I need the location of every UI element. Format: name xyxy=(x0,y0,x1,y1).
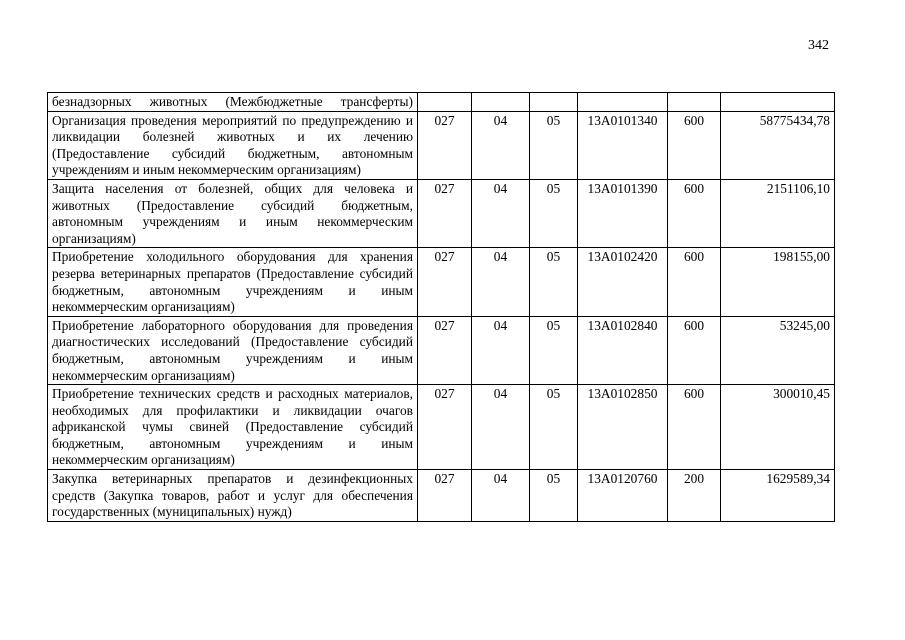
table-row xyxy=(48,93,835,112)
ministry-code-cell: 027 xyxy=(418,248,472,316)
budget-table xyxy=(47,92,835,522)
amount-cell: 2151106,10 xyxy=(721,179,835,247)
subsection-code-cell: 05 xyxy=(530,248,578,316)
amount-cell: 1629589,34 xyxy=(721,470,835,522)
subsection-code-cell: 05 xyxy=(530,316,578,384)
description-cell: Приобретение технических средств и расходных материалов, необходимых для профилактики и ликвидации очагов африканской чумы свиней (Предоставление субсидий бюджетным, автономным учреждениям и иным некоммерческим организациям) xyxy=(48,385,418,470)
ministry-code-cell: 027 xyxy=(418,179,472,247)
expense-type-cell: 600 xyxy=(668,111,721,179)
subsection-code-cell: 05 xyxy=(530,385,578,470)
table-row xyxy=(48,248,835,316)
table-row xyxy=(48,179,835,247)
subsection-code-cell: 05 xyxy=(530,470,578,522)
description-cell: Приобретение холодильного оборудования для хранения резерва ветеринарных препаратов (Предоставление субсидий бюджетным, автономным учреждениям и иным некоммерческим организациям) xyxy=(48,248,418,316)
amount-cell: 198155,00 xyxy=(721,248,835,316)
amount-cell xyxy=(721,93,835,112)
subsection-code-cell: 05 xyxy=(530,111,578,179)
section-code-cell: 04 xyxy=(472,385,530,470)
expense-type-cell: 600 xyxy=(668,316,721,384)
table-row xyxy=(48,316,835,384)
target-article-cell: 13А0102850 xyxy=(578,385,668,470)
amount-cell: 53245,00 xyxy=(721,316,835,384)
section-code-cell: 04 xyxy=(472,179,530,247)
section-code-cell: 04 xyxy=(472,248,530,316)
target-article-cell: 13А0102840 xyxy=(578,316,668,384)
amount-cell: 300010,45 xyxy=(721,385,835,470)
expense-type-cell: 600 xyxy=(668,385,721,470)
description-cell: Приобретение лабораторного оборудования для проведения диагностических исследований (Предоставление субсидий бюджетным, автономным учреждениям и иным некоммерческим организациям) xyxy=(48,316,418,384)
ministry-code-cell: 027 xyxy=(418,470,472,522)
section-code-cell xyxy=(472,93,530,112)
table-row xyxy=(48,385,835,470)
ministry-code-cell: 027 xyxy=(418,316,472,384)
section-code-cell: 04 xyxy=(472,316,530,384)
expense-type-cell xyxy=(668,93,721,112)
target-article-cell: 13А0101340 xyxy=(578,111,668,179)
amount-cell: 58775434,78 xyxy=(721,111,835,179)
target-article-cell: 13А0120760 xyxy=(578,470,668,522)
description-cell: Организация проведения мероприятий по предупреждению и ликвидации болезней животных и их лечению (Предоставление субсидий бюджетным, автономным учреждениям и иным некоммерческим организациям) xyxy=(48,111,418,179)
expense-type-cell: 600 xyxy=(668,248,721,316)
target-article-cell: 13А0101390 xyxy=(578,179,668,247)
description-cell: Закупка ветеринарных препаратов и дезинфекционных средств (Закупка товаров, работ и услуг для обеспечения государственных (муниципальных) нужд) xyxy=(48,470,418,522)
table-body xyxy=(48,93,835,522)
section-code-cell: 04 xyxy=(472,470,530,522)
page-number: 342 xyxy=(808,38,829,53)
target-article-cell: 13А0102420 xyxy=(578,248,668,316)
subsection-code-cell: 05 xyxy=(530,179,578,247)
expense-type-cell: 600 xyxy=(668,179,721,247)
target-article-cell xyxy=(578,93,668,112)
expense-type-cell: 200 xyxy=(668,470,721,522)
ministry-code-cell xyxy=(418,93,472,112)
table-row xyxy=(48,111,835,179)
description-cell: Защита населения от болезней, общих для человека и животных (Предоставление субсидий бюджетным, автономным учреждениям и иным некоммерческим организациям) xyxy=(48,179,418,247)
subsection-code-cell xyxy=(530,93,578,112)
ministry-code-cell: 027 xyxy=(418,385,472,470)
ministry-code-cell: 027 xyxy=(418,111,472,179)
table-row xyxy=(48,470,835,522)
description-cell: безнадзорных животных (Межбюджетные трансферты) xyxy=(48,93,418,112)
section-code-cell: 04 xyxy=(472,111,530,179)
